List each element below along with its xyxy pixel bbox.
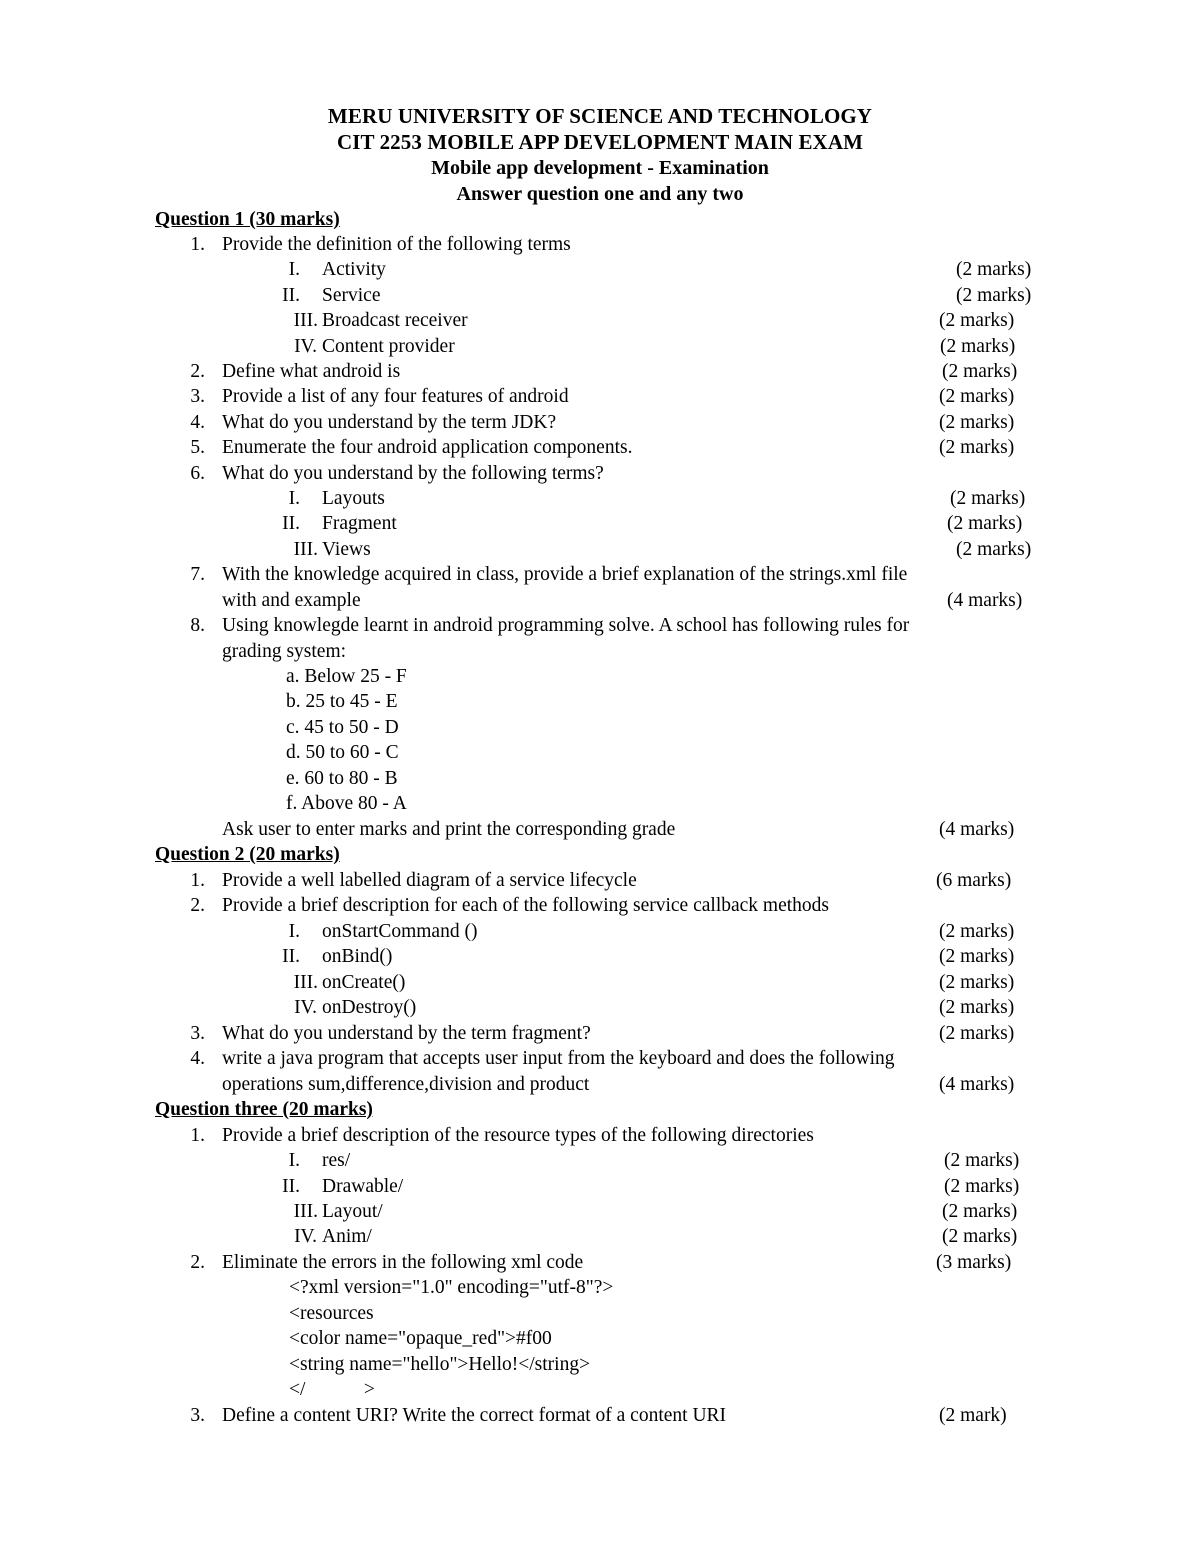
q3-item-2 — [0, 1250, 1200, 1276]
marks: (4 marks) — [939, 1074, 1015, 1095]
sub-item-number: I. — [288, 488, 300, 509]
q2-sub-item-1 — [0, 919, 1200, 945]
sub-item-text: onStartCommand () — [322, 921, 478, 942]
grade-rule-text: f. Above 80 - A — [286, 793, 407, 814]
grade-rule-text: a. Below 25 - F — [286, 666, 407, 687]
marks: (2 marks) — [939, 310, 1015, 331]
item-text: Define a content URI? Write the correct format of a content URI — [222, 1405, 727, 1426]
sub-item-number: I. — [288, 921, 300, 942]
sub-item-text: onDestroy() — [322, 997, 417, 1018]
marks: (2 marks) — [939, 921, 1015, 942]
q2-sub-item-4 — [0, 995, 1200, 1021]
item-text: Provide a well labelled diagram of a service lifecycle — [222, 870, 637, 891]
sub-item-number: I. — [288, 259, 300, 280]
marks: (2 marks) — [944, 1176, 1020, 1197]
sub-item-text: Views — [322, 539, 371, 560]
q1-sub-item-4 — [0, 334, 1200, 360]
q3-item-1 — [0, 1123, 1200, 1149]
sub-item-number: II. — [282, 1176, 300, 1197]
marks: (2 marks) — [956, 285, 1032, 306]
sub-item-number: II. — [282, 946, 300, 967]
grade-rule — [0, 715, 1200, 741]
marks: (2 marks) — [947, 513, 1023, 534]
sub-item-number: I. — [288, 1150, 300, 1171]
item-text: Provide the definition of the following terms — [222, 234, 571, 255]
sub-item-text: Anim/ — [322, 1226, 372, 1247]
marks: (2 marks) — [939, 437, 1015, 458]
q1-item-4 — [0, 410, 1200, 436]
code-text: </ > — [289, 1379, 375, 1400]
grade-rule — [0, 740, 1200, 766]
grade-rule — [0, 664, 1200, 690]
marks: (2 marks) — [956, 539, 1032, 560]
grade-rule-text: c. 45 to 50 - D — [286, 717, 399, 738]
item-text: Enumerate the four android application components. — [222, 437, 633, 458]
q1-item-7 — [0, 562, 1200, 588]
sub-item-text: res/ — [322, 1150, 351, 1171]
sub-item-text: Broadcast receiver — [322, 310, 468, 331]
marks: (4 marks) — [947, 590, 1023, 611]
course-title: CIT 2253 MOBILE APP DEVELOPMENT MAIN EXAM — [336, 130, 864, 154]
question-1-heading-line — [0, 207, 1200, 233]
q1-sub-item-1 — [0, 257, 1200, 283]
item-text: write a java program that accepts user input from the keyboard and does the following — [222, 1048, 895, 1069]
sub-item-text: onCreate() — [322, 972, 406, 993]
sub-item-text: Layouts — [322, 488, 385, 509]
grade-rule — [0, 689, 1200, 715]
item-number: 1. — [190, 1125, 205, 1146]
code-text: <resources — [289, 1303, 374, 1324]
sub-item-text: Drawable/ — [322, 1176, 404, 1197]
q3-sub-item-1 — [0, 1148, 1200, 1174]
q1-item-8-tail — [0, 817, 1200, 843]
item-text: Eliminate the errors in the following xml code — [222, 1252, 584, 1273]
q2-item-1 — [0, 868, 1200, 894]
question-3-heading-line — [0, 1097, 1200, 1123]
item-number: 7. — [190, 564, 205, 585]
exam-instruction: Answer question one and any two — [456, 183, 744, 205]
q1-item-6-sub-3 — [0, 537, 1200, 563]
marks: (2 marks) — [939, 997, 1015, 1018]
xml-code-line — [0, 1352, 1200, 1378]
marks: (2 marks) — [939, 972, 1015, 993]
q2-item-4 — [0, 1046, 1200, 1072]
sub-item-number: IV. — [294, 1226, 317, 1247]
sub-item-number: III. — [293, 310, 318, 331]
item-number: 1. — [190, 870, 205, 891]
marks: (2 marks) — [939, 412, 1015, 433]
sub-item-text: Layout/ — [322, 1201, 383, 1222]
item-number: 2. — [190, 1252, 205, 1273]
item-number: 6. — [190, 463, 205, 484]
item-text: What do you understand by the following terms? — [222, 463, 604, 484]
q1-item-3 — [0, 384, 1200, 410]
item-number: 3. — [190, 1405, 205, 1426]
marks: (2 marks) — [944, 1150, 1020, 1171]
xml-code-line — [0, 1326, 1200, 1352]
marks: (2 mark) — [939, 1405, 1007, 1426]
q3-item-3 — [0, 1403, 1200, 1429]
sub-item-text: Fragment — [322, 513, 397, 534]
q2-sub-item-2 — [0, 944, 1200, 970]
grade-rule-text: e. 60 to 80 - B — [286, 768, 398, 789]
sub-item-text: Activity — [322, 259, 386, 280]
q2-sub-item-3 — [0, 970, 1200, 996]
item-text: What do you understand by the term fragment? — [222, 1023, 591, 1044]
marks: (2 marks) — [939, 386, 1015, 407]
sub-item-number: II. — [282, 285, 300, 306]
item-number: 2. — [190, 895, 205, 916]
question-3-heading: Question three (20 marks) — [155, 1099, 373, 1120]
grade-rule — [0, 791, 1200, 817]
item-number: 2. — [190, 361, 205, 382]
item-text: Using knowlegde learnt in android programming solve. A school has following rules for — [222, 615, 910, 636]
item-text-continued: operations sum,difference,division and product — [222, 1074, 590, 1095]
question-2-heading: Question 2 (20 marks) — [155, 844, 340, 865]
xml-code-line — [0, 1275, 1200, 1301]
item-text: Provide a list of any four features of android — [222, 386, 569, 407]
item-text: What do you understand by the term JDK? — [222, 412, 557, 433]
exam-subtitle: Mobile app development - Examination — [431, 157, 769, 179]
sub-item-number: III. — [293, 539, 318, 560]
item-number: 3. — [190, 386, 205, 407]
q1-item-6-sub-2 — [0, 511, 1200, 537]
q1-item-6 — [0, 461, 1200, 487]
item-text-continued: with and example — [222, 590, 361, 611]
item-number: 4. — [190, 1048, 205, 1069]
xml-code-line — [0, 1377, 1200, 1403]
q2-item-2 — [0, 893, 1200, 919]
q3-sub-item-3 — [0, 1199, 1200, 1225]
sub-item-text: Content provider — [322, 336, 455, 357]
marks: (3 marks) — [936, 1252, 1012, 1273]
q1-item-7-cont — [0, 588, 1200, 614]
q2-item-4-cont — [0, 1072, 1200, 1098]
q1-item-8 — [0, 613, 1200, 639]
q3-sub-item-4 — [0, 1224, 1200, 1250]
grade-rule-text: b. 25 to 45 - E — [286, 691, 398, 712]
marks: (2 marks) — [942, 1226, 1018, 1247]
q1-item-8-cont — [0, 639, 1200, 665]
q1-sub-item-3 — [0, 308, 1200, 334]
marks: (2 marks) — [939, 946, 1015, 967]
marks: (2 marks) — [950, 488, 1026, 509]
code-text: <color name="opaque_red">#f00 — [289, 1328, 552, 1349]
marks: (2 marks) — [942, 361, 1018, 382]
sub-item-number: II. — [282, 513, 300, 534]
grade-rule-text: d. 50 to 60 - C — [286, 742, 399, 763]
q1-item-6-sub-1 — [0, 486, 1200, 512]
item-text: Provide a brief description of the resource types of the following directories — [222, 1125, 814, 1146]
q3-sub-item-2 — [0, 1174, 1200, 1200]
xml-code-line — [0, 1301, 1200, 1327]
code-text: <?xml version="1.0" encoding="utf-8"?> — [289, 1277, 614, 1298]
marks: (2 marks) — [942, 1201, 1018, 1222]
item-text: Provide a brief description for each of the following service callback methods — [222, 895, 829, 916]
sub-item-number: III. — [293, 972, 318, 993]
sub-item-text: onBind() — [322, 946, 393, 967]
q1-item-2 — [0, 359, 1200, 385]
marks: (2 marks) — [940, 336, 1016, 357]
q1-item-1 — [0, 232, 1200, 258]
item-text-tail: Ask user to enter marks and print the corresponding grade — [222, 819, 676, 840]
item-number: 5. — [190, 437, 205, 458]
q1-sub-item-2 — [0, 283, 1200, 309]
marks: (2 marks) — [956, 259, 1032, 280]
question-1-heading: Question 1 (30 marks) — [155, 209, 340, 230]
sub-item-number: IV. — [294, 997, 317, 1018]
marks: (2 marks) — [939, 1023, 1015, 1044]
university-title: MERU UNIVERSITY OF SCIENCE AND TECHNOLOGY — [327, 104, 873, 128]
item-number: 3. — [190, 1023, 205, 1044]
item-text-continued: grading system: — [222, 641, 347, 662]
item-number: 4. — [190, 412, 205, 433]
item-text: Define what android is — [222, 361, 401, 382]
q1-item-5 — [0, 435, 1200, 461]
sub-item-number: III. — [293, 1201, 318, 1222]
item-number: 1. — [190, 234, 205, 255]
marks: (4 marks) — [939, 819, 1015, 840]
sub-item-number: IV. — [294, 336, 317, 357]
item-text: With the knowledge acquired in class, provide a brief explanation of the strings.xml file — [222, 564, 908, 585]
item-number: 8. — [190, 615, 205, 636]
question-2-heading-line — [0, 842, 1200, 868]
q2-item-3 — [0, 1021, 1200, 1047]
marks: (6 marks) — [936, 870, 1012, 891]
code-text: <string name="hello">Hello!</string> — [289, 1354, 591, 1375]
grade-rule — [0, 766, 1200, 792]
sub-item-text: Service — [322, 285, 381, 306]
